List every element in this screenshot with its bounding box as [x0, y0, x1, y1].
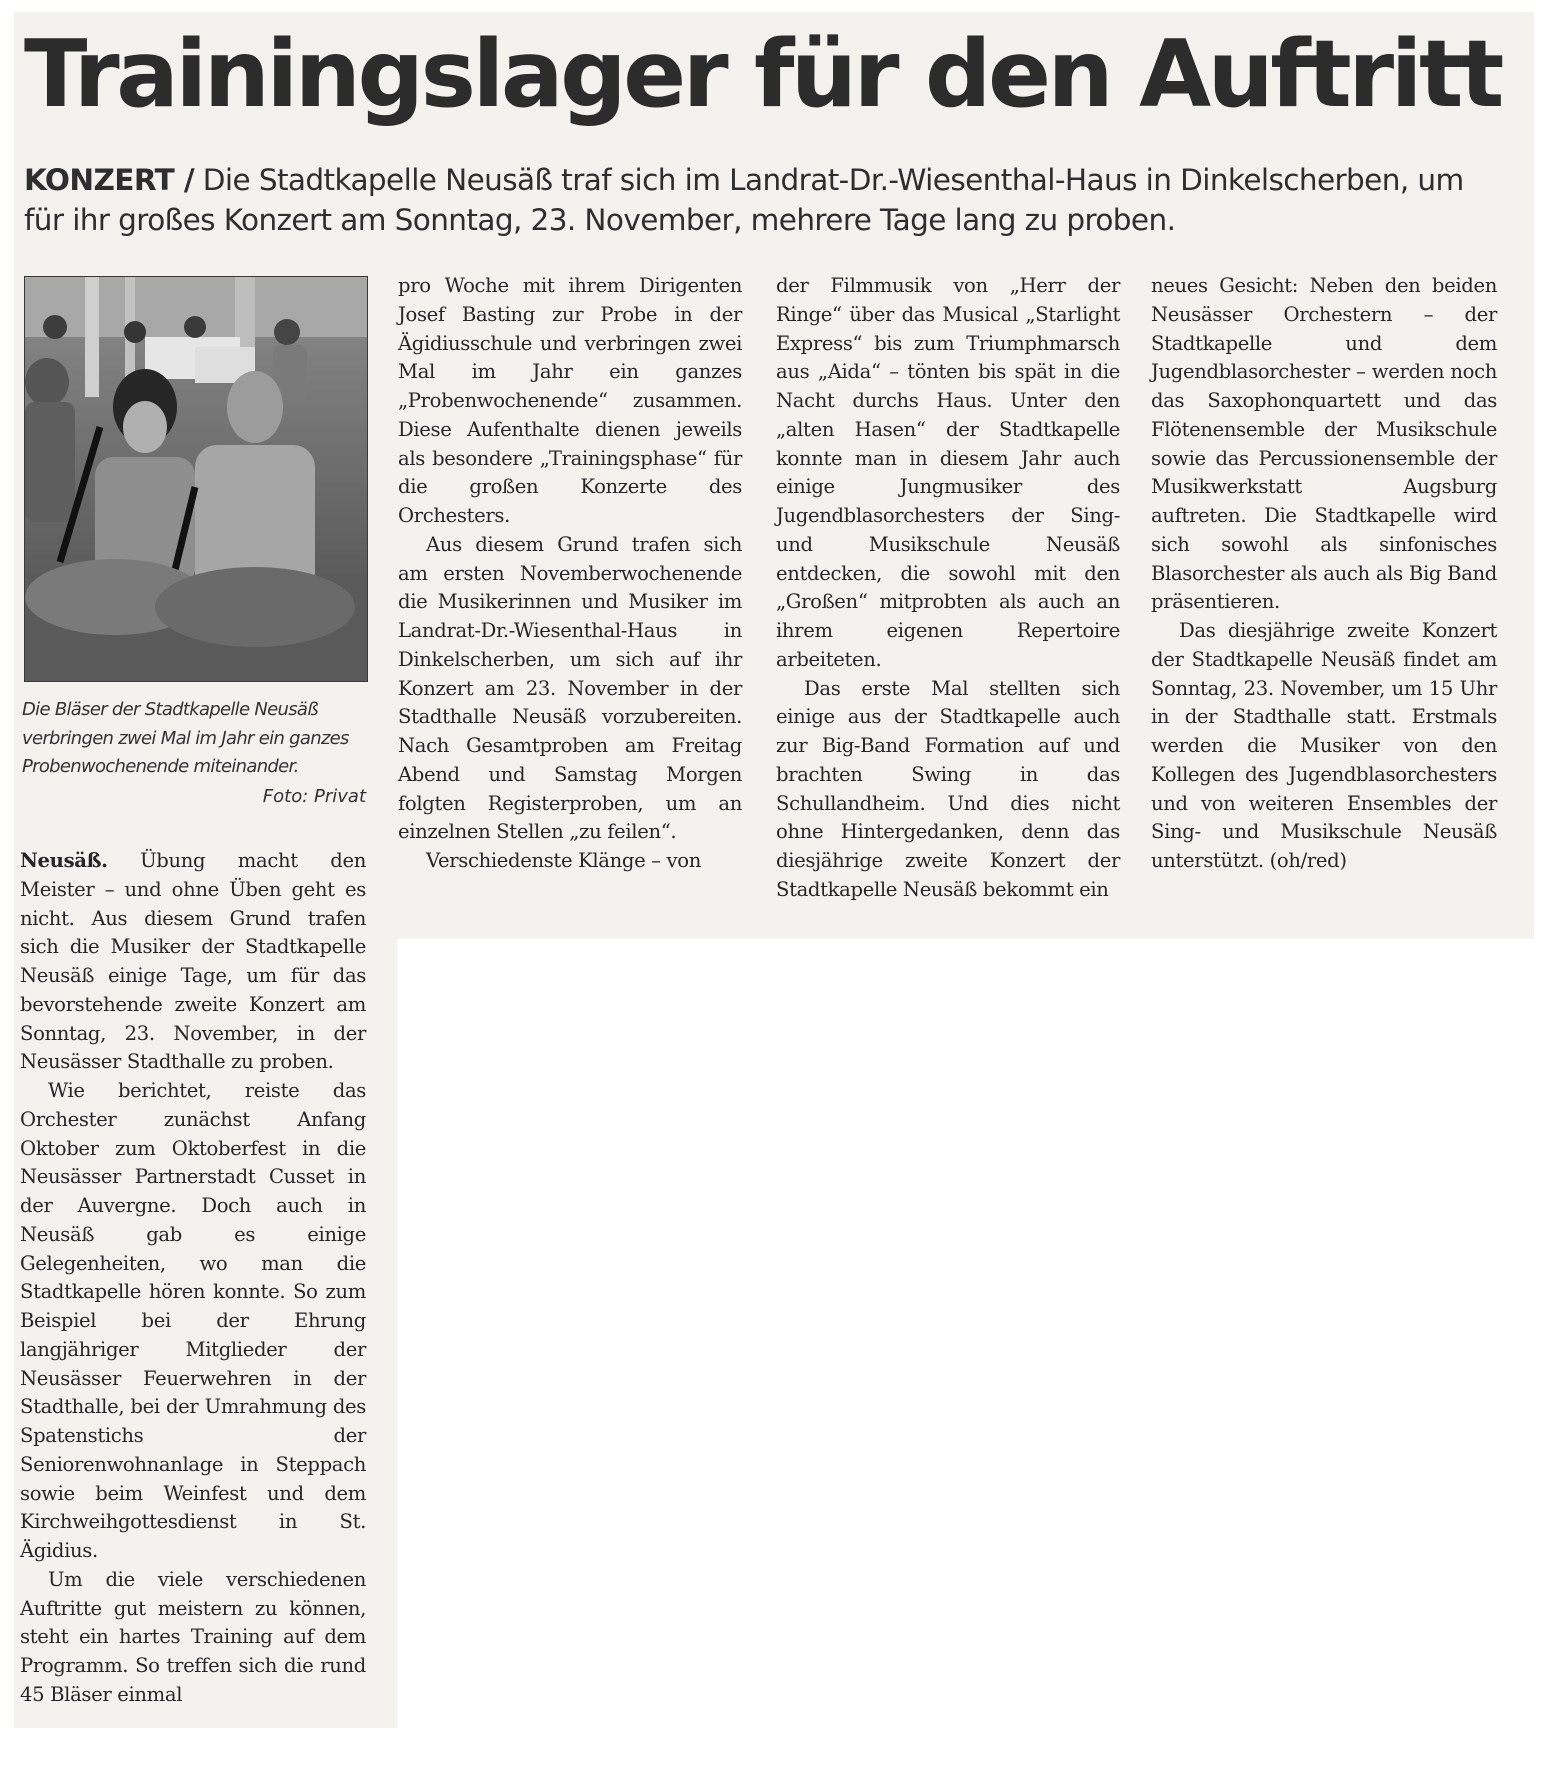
orchestra-photo [24, 276, 368, 682]
headline: Trainingslager für den Auftritt [24, 20, 1501, 128]
paragraph: der Filmmusik von „Herr der Ringe“ über das Musical „Starlight Express“ bis zum Triumphmarsch aus „Aida“ – tönten bis spät in die Nacht durchs Haus. Unter den „alten Hasen“ der Stadtkapelle konnte man in diesem Jahr auch einige Jungmusiker des Jugendblasorchesters der Sing- und Musikschule Neusäß entdecken, die sowohl mit den „Großen“ mitprobten als auch an ihrem eigenen Repertoire arbeiteten. [776, 274, 1120, 671]
musicians-photo-illustration [25, 277, 367, 681]
paragraph: Aus diesem Grund trafen sich am ersten Novemberwochenende die Musikerinnen und Musiker im Landrat-Dr.-Wiesenthal-Haus in Dinkelscherben, um sich auf ihr Konzert am 23. November in der Stadthalle Neusäß vorzubereiten. Nach Gesamtproben am Freitag Abend und Samstag Morgen folgten Registerproben, um an einzelnen Stellen „zu feilen“. [398, 532, 742, 844]
subheadline-kicker: KONZERT / [24, 163, 195, 197]
article-column-1 [20, 847, 366, 1710]
article-column-3 [776, 272, 1120, 905]
article-column-4 [1151, 272, 1497, 876]
dateline: Neusäß. [20, 849, 108, 872]
paragraph: Das erste Mal stellten sich einige aus der Stadtkapelle auch zur Big-Band Formation auf und brachten Swing in das Schullandheim. Und dies nicht ohne Hintergedanken, denn das diesjährige zweite Konzert der Stadtkapelle Neusäß bekommt ein [776, 676, 1120, 901]
paragraph: Verschiedenste Klänge – von [426, 849, 701, 872]
subheadline-text: Die Stadtkapelle Neusäß traf sich im Landrat-Dr.-Wiesenthal-Haus in Dinkelscherben, um für ihr großes Konzert am Sonntag, 23. November, mehrere Tage lang zu proben. [24, 163, 1464, 237]
paragraph: Um die viele verschiedenen Auftritte gut meistern zu können, steht ein hartes Training auf dem Programm. So treffen sich die rund 45 Bläser einmal [20, 1567, 366, 1706]
paragraph: Wie berichtet, reiste das Orchester zunächst Anfang Oktober zum Oktoberfest in die Neusässer Partnerstadt Cusset in der Auvergne. Doch auch in Neusäß gab es einige Gelegenheiten, wo man die Stadtkapelle hören konnte. So zum Beispiel bei der Ehrung langjähriger Mitglieder der Neusässer Feuerwehren in der Stadthalle, bei der Umrahmung des Spatenstichs der Seniorenwohnanlage in Steppach sowie beim Weinfest und dem Kirchweihgottesdienst in St. Ägidius. [20, 1079, 366, 1562]
paragraph [20, 847, 366, 1077]
photo-caption: Die Bläser der Stadtkapelle Neusäß verbringen zwei Mal im Jahr ein ganzes Probenwochenende miteinander. [22, 699, 349, 778]
paragraph: pro Woche mit ihrem Dirigenten Josef Basting zur Probe in der Ägidiusschule und verbringen zwei Mal im Jahr ein ganzes „Probenwochenende“ zusammen. Diese Aufenthalte dienen jeweils als besondere „Trainingsphase“ für die großen Konzerte des Orchesters. [398, 274, 742, 527]
photo-credit: Foto: Privat [262, 786, 366, 807]
article-column-2 [398, 272, 742, 876]
paragraph: neues Gesicht: Neben den beiden Neusässer Orchestern – der Stadtkapelle und dem Jugendblasorchester – werden noch das Saxophonquartett und das Flötenensemble der Musikschule sowie das Percussionensemble der Musikwerkstatt Augsburg auftreten. Die Stadtkapelle wird sich sowohl als sinfonisches Blasorchester als auch als Big Band präsentieren. [1151, 274, 1497, 614]
subheadline [24, 160, 1494, 240]
paragraph-text: Übung macht den Meister – und ohne Üben geht es nicht. Aus diesem Grund trafen sich die Musiker der Stadtkapelle Neusäß einige Tage, um für das bevorstehende zweite Konzert am Sonntag, 23. November, in der Neusässer Stadthalle zu proben. [20, 849, 366, 1074]
paragraph: Das diesjährige zweite Konzert der Stadtkapelle Neusäß findet am Sonntag, 23. November, um 15 Uhr in der Stadthalle statt. Erstmals werden die Musiker von den Kollegen des Jugendblasorchesters und von weiteren Ensembles der Sing- und Musikschule Neusäß unterstützt. (oh/red) [1151, 619, 1497, 872]
